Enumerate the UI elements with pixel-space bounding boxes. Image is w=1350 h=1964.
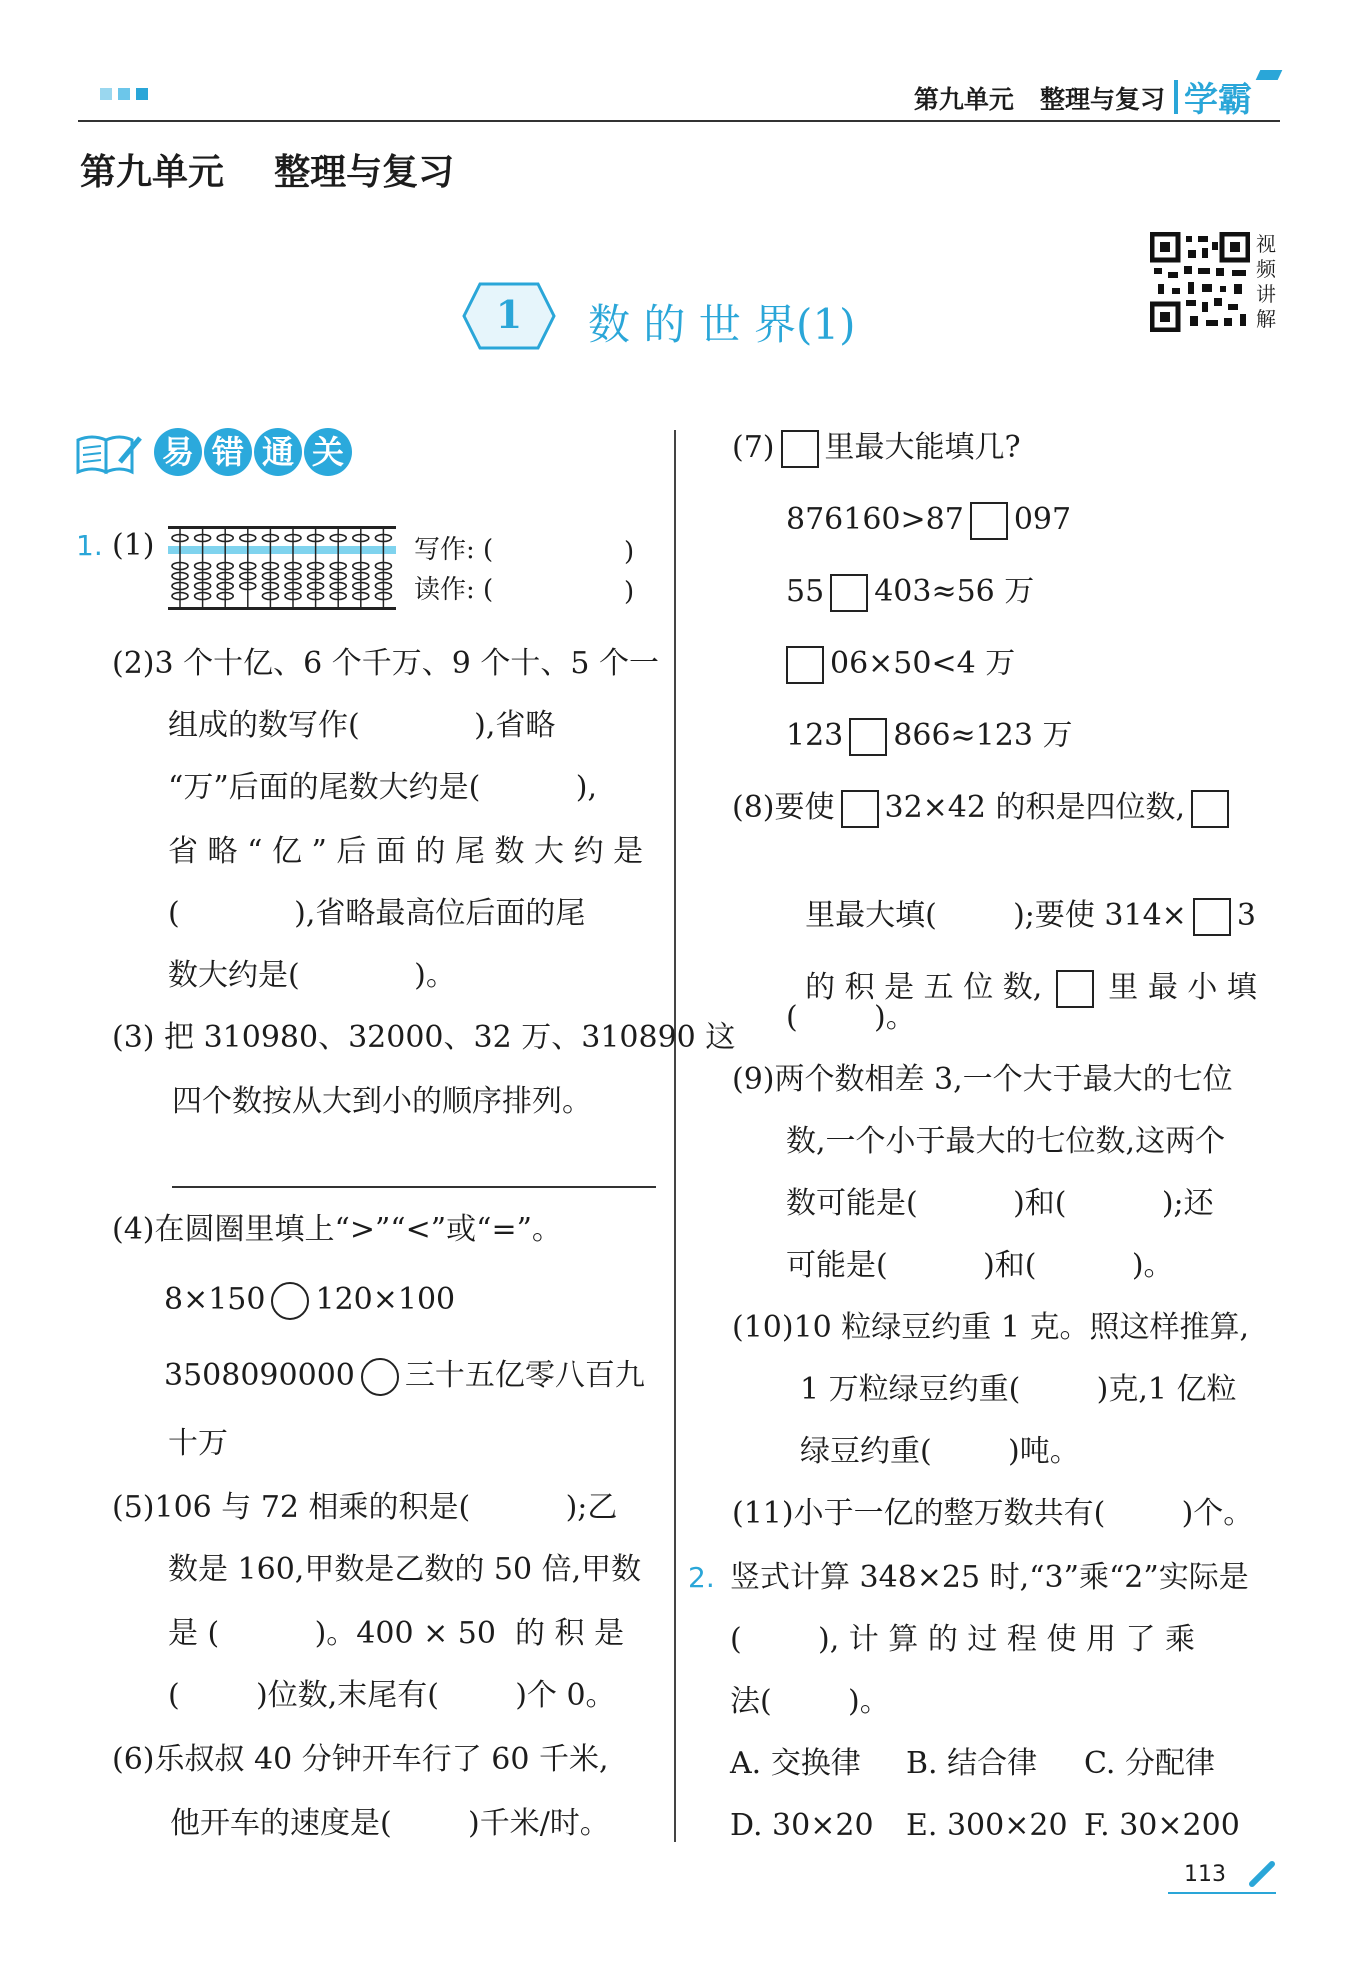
q1-read-close: ) [624,577,635,607]
digit-box[interactable] [786,646,824,684]
digit-box[interactable] [830,574,868,612]
compare-right: 三十五亿零八百九 [404,1358,645,1393]
notebook-pencil-icon [74,432,144,476]
q1-part8-line: ( )。 [786,1000,916,1035]
part-text: 里最大能填几? [824,430,1021,465]
q1-part7-head [732,430,1021,468]
badge-char: 通 [254,428,302,476]
badge-char: 关 [304,428,352,476]
question-1 [76,528,103,564]
q1-part9-line: 数可能是( )和( );还 [786,1186,1214,1221]
q1-part1-label: (1) [112,528,155,563]
question-number: 2. [688,1561,715,1594]
question-2 [688,1560,715,1596]
q1-part8-line [786,934,1257,1008]
row-text: 55 [786,574,825,609]
q1-part2-line: “万”后面的尾数大约是( ), [168,770,597,805]
digit-box[interactable] [1191,790,1229,828]
compare-circle[interactable] [271,1282,309,1320]
qr-caption: 视频讲解 [1256,232,1276,331]
question-number: 1. [76,529,103,562]
abacus-frame-bottom [168,607,396,610]
answer-line[interactable] [172,1186,656,1188]
q2-line: 竖式计算 348×25 时,“3”乘“2”实际是 [730,1560,1249,1595]
q1-part10-line: 1 万粒绿豆约重( )克,1 亿粒 [800,1372,1237,1407]
q1-part10-line: (10)10 粒绿豆约重 1 克。照这样推算, [732,1310,1249,1345]
q1-part10-line: 绿豆约重( )吨。 [800,1434,1080,1469]
q1-part4-compare-b-cont: 十万 [168,1426,228,1461]
badge-char: 错 [204,428,252,476]
q1-part2-line: ( ),省略最高位后面的尾 [168,896,586,931]
q2-option-f[interactable]: F. 30×200 [1084,1808,1240,1843]
section-badge-mistakes [154,428,354,476]
q1-part8-line [786,862,1256,936]
q1-part3-line: 四个数按从大到小的顺序排列。 [172,1084,592,1119]
q1-part2-line: 数大约是( )。 [168,958,456,993]
column-divider [674,430,676,1842]
row-text: 里最大填( );要使 314× [805,898,1187,933]
badge-char: 易 [154,428,202,476]
compare-right: 120×100 [315,1282,456,1317]
header-section-title: 第九单元 整理与复习 [913,85,1165,114]
q1-part5-line: (5)106 与 72 相乘的积是( );乙 [112,1490,618,1525]
part-label: (7) [732,430,775,465]
q2-line: ( ), 计 算 的 过 程 使 用 了 乘 [730,1622,1196,1657]
q2-option-c[interactable]: C. 分配律 [1084,1746,1215,1781]
graduation-cap-icon [1256,70,1283,80]
row-text: 866≈123 万 [893,718,1073,753]
header-divider-bar [1174,80,1178,114]
digit-box[interactable] [841,790,879,828]
digit-box[interactable] [1056,970,1094,1008]
digit-box[interactable] [781,430,819,468]
lesson-number-badge [462,280,556,352]
q2-option-e[interactable]: E. 300×20 [906,1808,1068,1843]
q2-option-d[interactable]: D. 30×20 [730,1808,874,1843]
row-text: 403≈56 万 [874,574,1035,609]
row-text: 里 最 小 填 [1108,970,1257,1005]
compare-left: 8×150 [164,1282,266,1317]
q1-part8-line [732,790,1235,828]
q1-part4-head: (4)在圆圈里填上“>”“<”或“=”。 [112,1212,562,1247]
row-text: 06×50<4 万 [830,646,1016,681]
q1-part7-row [786,502,1071,540]
q1-part7-row [780,646,1015,684]
digit-box[interactable] [849,718,887,756]
q1-write-close: ) [624,537,635,567]
brand-logo: 学霸 [1184,80,1252,120]
q1-part5-line: 数是 160,甲数是乙数的 50 倍,甲数 [168,1552,642,1587]
q1-write-label: 写作: ( [414,535,494,565]
row-text: 3 [1236,898,1256,933]
unit-title: 第九单元 整理与复习 [80,152,455,193]
digit-box[interactable] [970,502,1008,540]
q1-read-label: 读作: ( [414,575,494,605]
digit-box[interactable] [1193,898,1231,936]
q1-part5-line: ( )位数,末尾有( )个 0。 [168,1678,616,1713]
compare-left: 3508090000 [164,1358,355,1393]
row-text: 32×42 的积是四位数, [884,790,1186,825]
page-number-underline [1168,1892,1276,1894]
q2-option-b[interactable]: B. 结合律 [906,1746,1038,1781]
q1-part4-compare-b [164,1358,645,1396]
q1-part3-line: (3) 把 310980、32000、32 万、310890 这 [112,1020,736,1055]
qr-code-icon[interactable] [1150,232,1250,332]
q1-part11-line: (11)小于一亿的整万数共有( )个。 [732,1496,1254,1531]
row-text: 097 [1013,502,1072,537]
q1-part2-line: (2)3 个十亿、6 个千万、9 个十、5 个一 [112,646,659,681]
row-text: 123 [786,718,844,753]
lesson-number: 1 [495,292,523,337]
lesson-title: 数 的 世 界(1) [588,300,856,349]
q2-line: 法( )。 [730,1684,890,1719]
q1-part7-row [786,574,1034,612]
q1-part5-line: 是 ( )。400 × 50 的 积 是 [168,1616,625,1651]
q2-option-a[interactable]: A. 交换律 [730,1746,861,1781]
abacus-figure [168,526,396,610]
pencil-icon [1248,1860,1276,1888]
compare-circle[interactable] [361,1358,399,1396]
row-text: 876160>87 [786,502,964,537]
abacus-frame-top [168,526,396,529]
header-decoration [100,88,156,102]
header-rule [78,120,1280,122]
q1-part6-line: 他开车的速度是( )千米/时。 [170,1806,610,1841]
q1-part2-line: 组成的数写作( ),省略 [168,708,556,743]
q1-part2-line: 省 略 “ 亿 ” 后 面 的 尾 数 大 约 是 [168,834,644,869]
q1-part9-line: (9)两个数相差 3,一个大于最大的七位 [732,1062,1233,1097]
q1-part4-compare-a [164,1282,455,1320]
q1-part7-row [786,718,1072,756]
q1-part6-line: (6)乐叔叔 40 分钟开车行了 60 千米, [112,1742,609,1777]
q1-part9-line: 可能是( )和( )。 [786,1248,1174,1283]
page-number: 113 [1184,1862,1226,1887]
row-text: (8)要使 [732,790,835,825]
q1-part9-line: 数,一个小于最大的七位数,这两个 [786,1124,1226,1159]
row-text: 的 积 是 五 位 数, [805,970,1043,1005]
